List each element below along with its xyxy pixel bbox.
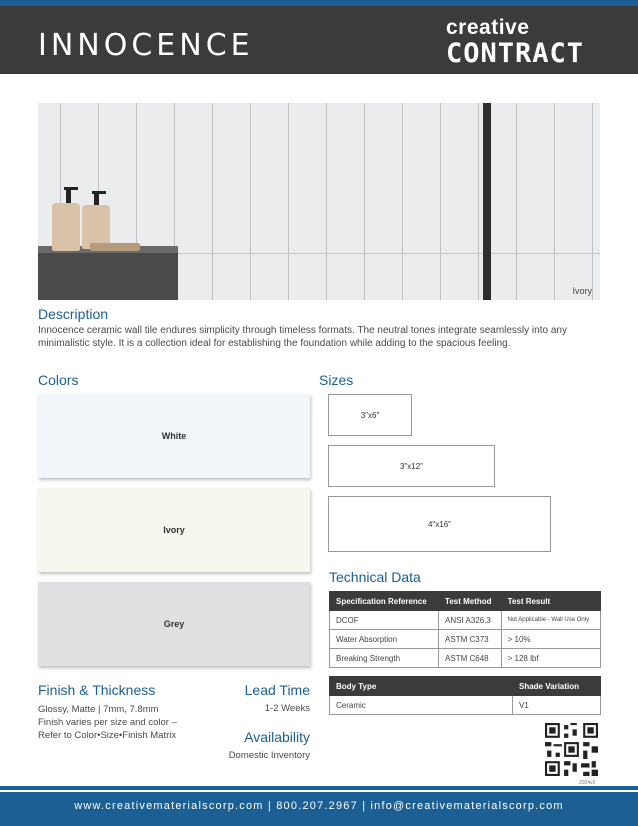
table-header-row	[330, 677, 601, 696]
column-header: Test Method	[439, 592, 502, 611]
description-heading: Description	[38, 306, 109, 322]
table-cell: V1	[513, 696, 601, 715]
table-cell: > 128 lbf	[501, 649, 600, 668]
table-cell: Breaking Strength	[330, 649, 439, 668]
table-cell: ASTM C648	[439, 649, 502, 668]
color-swatch-ivory	[38, 488, 310, 572]
technical-data-heading: Technical Data	[329, 569, 421, 585]
table-cell: > 10%	[501, 630, 600, 649]
wall-pipe	[483, 103, 491, 300]
table-row	[330, 696, 601, 715]
table-cell: ASTM C373	[439, 630, 502, 649]
header-bar	[0, 6, 638, 74]
size-box-4x16	[328, 496, 551, 552]
finish-line: Refer to Color•Size•Finish Matrix	[38, 730, 177, 741]
color-swatch-label: White	[161, 431, 187, 441]
footer-top-line	[0, 786, 638, 790]
table-cell: Water Absorption	[330, 630, 439, 649]
photo-color-label: Ivory	[572, 286, 592, 296]
size-label: 3"x12"	[399, 461, 424, 471]
size-label: 4"x16"	[427, 519, 452, 529]
finish-heading: Finish & Thickness	[38, 682, 156, 698]
colors-heading: Colors	[38, 372, 79, 388]
color-swatch-white	[38, 394, 310, 478]
footer-contact[interactable]: www.creativematerialscorp.com | 800.207.2967 | info@creativematerialscorp.com	[74, 800, 564, 812]
stone-counter	[38, 253, 178, 300]
column-header: Body Type	[330, 677, 513, 696]
finish-line: Glossy, Matte | 7mm, 7.8mm	[38, 704, 159, 715]
column-header: Shade Variation	[513, 677, 601, 696]
table-cell: DCOF	[330, 611, 439, 630]
color-swatch-grey	[38, 582, 310, 666]
table-cell: ANSI A326.3	[439, 611, 502, 630]
table-cell: Ceramic	[330, 696, 513, 715]
technical-data-table	[329, 591, 601, 668]
footer-bar	[0, 792, 638, 826]
color-swatch-label: Ivory	[163, 525, 185, 535]
table-row	[330, 611, 601, 630]
qr-code[interactable]	[545, 723, 598, 776]
size-label: 3"x6"	[360, 410, 380, 420]
table-header-row	[330, 592, 601, 611]
brand-logo-bottom: CONTRACT	[446, 38, 585, 69]
table-row	[330, 630, 601, 649]
version-label: 2024v2	[579, 780, 596, 786]
wooden-brush	[90, 243, 140, 251]
page-title: INNOCENCE	[38, 28, 254, 63]
lead-time-heading: Lead Time	[244, 682, 310, 698]
size-box-3x12	[328, 445, 495, 487]
finish-details	[38, 703, 218, 742]
finish-line: Finish varies per size and color –	[38, 717, 177, 728]
product-photo	[38, 103, 600, 300]
column-header: Test Result	[501, 592, 600, 611]
description-text: Innocence ceramic wall tile endures simplicity through timeless formats. The neutral tones integrate seamlessly into any minimalistic style. It is a collection ideal for establishing the foundation while adding to the spacious feeling.	[38, 325, 567, 349]
body-type-table	[329, 676, 601, 715]
availability-value: Domestic Inventory	[228, 750, 310, 761]
color-swatch-label: Grey	[163, 619, 185, 629]
brand-logo-top: creative	[446, 16, 530, 39]
availability-heading: Availability	[244, 729, 310, 745]
column-header: Specification Reference	[330, 592, 439, 611]
size-box-3x6	[328, 394, 412, 436]
sizes-heading: Sizes	[319, 372, 354, 388]
soap-bottle-left	[52, 203, 80, 251]
table-row	[330, 649, 601, 668]
lead-time-value: 1-2 Weeks	[264, 703, 310, 714]
table-cell: Not Applicable - Wall Use Only	[501, 611, 600, 630]
